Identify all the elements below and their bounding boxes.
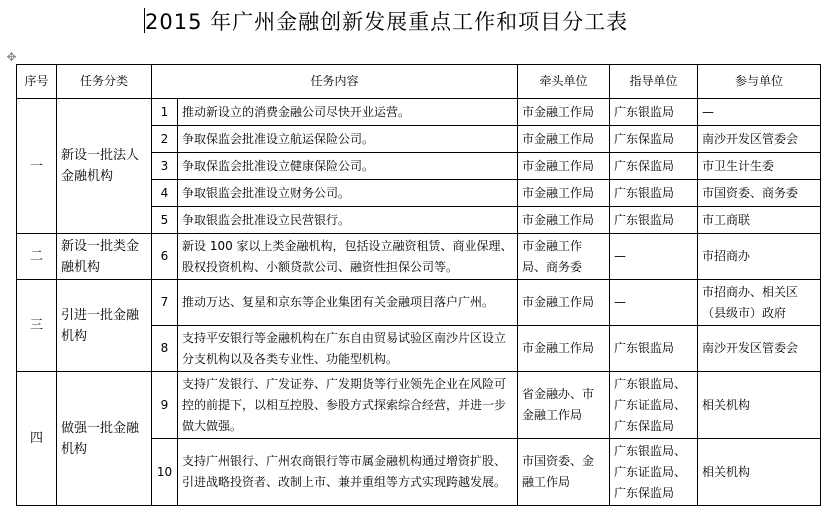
header-guide: 指导单位	[610, 65, 698, 99]
row-guide: 广东银监局、广东证监局、广东保监局	[610, 372, 698, 439]
row-content: 推动万达、复星和京东等企业集团有关金融项目落户广州。	[178, 280, 518, 326]
row-number: 5	[152, 207, 178, 234]
row-lead: 市金融工作局	[518, 280, 610, 326]
header-row	[17, 65, 821, 99]
row-lead: 市金融工作局	[518, 207, 610, 234]
row-content: 争取银监会批准设立民营银行。	[178, 207, 518, 234]
row-participants: 相关机构	[698, 439, 821, 506]
row-guide: —	[610, 234, 698, 280]
row-content: 争取保监会批准设立健康保险公司。	[178, 153, 518, 180]
row-guide: 广东银监局	[610, 326, 698, 372]
table-row	[17, 234, 821, 280]
row-content: 支持广州银行、广州农商银行等市属金融机构通过增资扩股、引进战略投资者、改制上市、兼并重组等方式实现跨越发展。	[178, 439, 518, 506]
row-participants: 市工商联	[698, 207, 821, 234]
row-number: 8	[152, 326, 178, 372]
row-number: 2	[152, 126, 178, 153]
document-title: 2015 年广州金融创新发展重点工作和项目分工表	[145, 10, 629, 34]
row-lead: 市金融工作局	[518, 326, 610, 372]
row-lead: 市国资委、金融工作局	[518, 439, 610, 506]
row-guide: 广东银监局	[610, 180, 698, 207]
group-index: 三	[17, 280, 57, 372]
row-lead: 市金融工作局	[518, 99, 610, 126]
header-seq: 序号	[17, 65, 57, 99]
group-category: 引进一批金融机构	[57, 280, 152, 372]
header-category: 任务分类	[57, 65, 152, 99]
row-lead: 市金融工作局	[518, 126, 610, 153]
row-guide: 广东银监局、广东证监局、广东保监局	[610, 439, 698, 506]
row-guide: 广东银监局	[610, 99, 698, 126]
row-lead: 市金融工作局	[518, 153, 610, 180]
row-number: 1	[152, 99, 178, 126]
row-guide: 广东保监局	[610, 126, 698, 153]
row-number: 4	[152, 180, 178, 207]
row-guide: 广东保监局	[610, 153, 698, 180]
row-participants: 市招商办	[698, 234, 821, 280]
group-index: 四	[17, 372, 57, 506]
row-participants: 市国资委、商务委	[698, 180, 821, 207]
row-participants: 市招商办、相关区（县级市）政府	[698, 280, 821, 326]
header-participants: 参与单位	[698, 65, 821, 99]
row-content: 新设 100 家以上类金融机构，包括设立融资租赁、商业保理、股权投资机构、小额贷款公司、融资性担保公司等。	[178, 234, 518, 280]
row-number: 3	[152, 153, 178, 180]
row-participants: 南沙开发区管委会	[698, 326, 821, 372]
row-lead: 市金融工作局、商务委	[518, 234, 610, 280]
group-category: 做强一批金融机构	[57, 372, 152, 506]
row-number: 10	[152, 439, 178, 506]
table-row	[17, 99, 821, 126]
group-index: 一	[17, 99, 57, 234]
group-index: 二	[17, 234, 57, 280]
header-content: 任务内容	[152, 65, 518, 99]
table-move-handle-icon[interactable]: ✥	[6, 50, 17, 64]
row-participants: —	[698, 99, 821, 126]
row-guide: 广东银监局	[610, 207, 698, 234]
row-content: 争取银监会批准设立财务公司。	[178, 180, 518, 207]
header-lead: 牵头单位	[518, 65, 610, 99]
group-category: 新设一批法人金融机构	[57, 99, 152, 234]
task-table	[16, 64, 821, 506]
group-category: 新设一批类金融机构	[57, 234, 152, 280]
row-number: 7	[152, 280, 178, 326]
row-participants: 市卫生计生委	[698, 153, 821, 180]
row-content: 争取保监会批准设立航运保险公司。	[178, 126, 518, 153]
row-guide: —	[610, 280, 698, 326]
row-content: 推动新设立的消费金融公司尽快开业运营。	[178, 99, 518, 126]
row-lead: 省金融办、市金融工作局	[518, 372, 610, 439]
table-row	[17, 280, 821, 326]
row-content: 支持平安银行等金融机构在广东自由贸易试验区南沙片区设立分支机构以及各类专业性、功能型机构。	[178, 326, 518, 372]
table-row	[17, 372, 821, 439]
row-lead: 市金融工作局	[518, 180, 610, 207]
row-participants: 相关机构	[698, 372, 821, 439]
row-number: 6	[152, 234, 178, 280]
row-content: 支持广发银行、广发证券、广发期货等行业领先企业在风险可控的前提下，以相互控股、参股方式探索综合经营，并进一步做大做强。	[178, 372, 518, 439]
row-number: 9	[152, 372, 178, 439]
row-participants: 南沙开发区管委会	[698, 126, 821, 153]
